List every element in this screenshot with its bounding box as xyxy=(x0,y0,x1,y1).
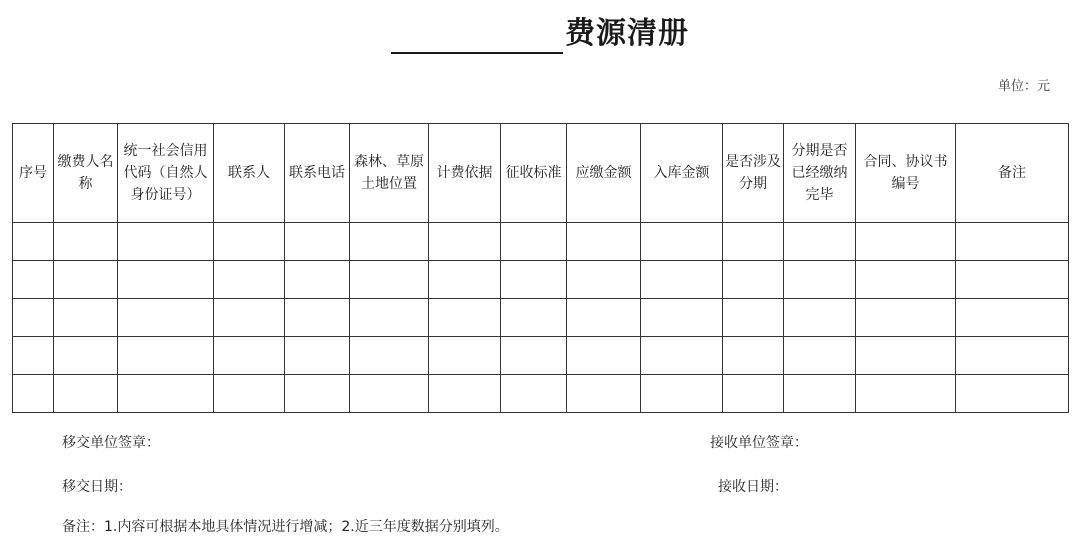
table-cell[interactable] xyxy=(956,223,1069,261)
table-cell[interactable] xyxy=(429,299,501,337)
col-header-amount-stored: 入库金额 xyxy=(641,124,723,223)
col-header-seq: 序号 xyxy=(13,124,54,223)
table-cell[interactable] xyxy=(285,337,350,375)
receive-date-label: 接收日期： xyxy=(718,479,788,495)
table-cell[interactable] xyxy=(214,375,285,413)
table-cell[interactable] xyxy=(350,223,429,261)
table-cell[interactable] xyxy=(641,375,723,413)
table-cell[interactable] xyxy=(723,261,784,299)
table-cell[interactable] xyxy=(429,223,501,261)
col-header-credit-code: 统一社会信用代码（自然人身份证号） xyxy=(118,124,214,223)
table-cell[interactable] xyxy=(13,223,54,261)
table-cell[interactable] xyxy=(501,261,567,299)
table-cell[interactable] xyxy=(856,337,956,375)
table-cell[interactable] xyxy=(429,261,501,299)
table-cell[interactable] xyxy=(956,337,1069,375)
table-cell[interactable] xyxy=(13,375,54,413)
table-cell[interactable] xyxy=(54,223,118,261)
transfer-unit-sign-label: 移交单位签章： xyxy=(62,435,160,451)
col-header-contact: 联系人 xyxy=(214,124,285,223)
table-cell[interactable] xyxy=(118,375,214,413)
table-cell[interactable] xyxy=(641,337,723,375)
table-cell[interactable] xyxy=(350,375,429,413)
table-cell[interactable] xyxy=(723,299,784,337)
table-cell[interactable] xyxy=(723,337,784,375)
table-cell[interactable] xyxy=(54,261,118,299)
col-header-levy-standard: 征收标准 xyxy=(501,124,567,223)
table-cell[interactable] xyxy=(723,375,784,413)
table-cell[interactable] xyxy=(350,299,429,337)
table-cell[interactable] xyxy=(567,337,641,375)
table-cell[interactable] xyxy=(856,299,956,337)
table-cell[interactable] xyxy=(956,299,1069,337)
transfer-date-label: 移交日期： xyxy=(62,479,132,495)
table-cell[interactable] xyxy=(429,337,501,375)
table-cell[interactable] xyxy=(723,223,784,261)
table-cell[interactable] xyxy=(641,261,723,299)
table-cell[interactable] xyxy=(501,337,567,375)
table-cell[interactable] xyxy=(641,223,723,261)
table-header-row xyxy=(13,124,1069,223)
table-cell[interactable] xyxy=(784,261,856,299)
table-cell[interactable] xyxy=(501,375,567,413)
table-cell[interactable] xyxy=(118,337,214,375)
table-row xyxy=(13,375,1069,413)
receive-unit-sign-label: 接收单位签章： xyxy=(710,435,808,451)
table-cell[interactable] xyxy=(501,223,567,261)
page-title xyxy=(0,14,1080,54)
table-cell[interactable] xyxy=(350,261,429,299)
table-cell[interactable] xyxy=(214,337,285,375)
table-cell[interactable] xyxy=(784,299,856,337)
footnote: 备注：1.内容可根据本地具体情况进行增减；2.近三年度数据分别填列。 xyxy=(62,519,509,535)
col-header-remarks: 备注 xyxy=(956,124,1069,223)
table-cell[interactable] xyxy=(956,261,1069,299)
col-header-installment: 是否涉及分期 xyxy=(723,124,784,223)
table-cell[interactable] xyxy=(214,223,285,261)
title-text: 费源清册 xyxy=(565,16,689,51)
table-cell[interactable] xyxy=(54,337,118,375)
table-cell[interactable] xyxy=(501,299,567,337)
table-cell[interactable] xyxy=(285,299,350,337)
unit-label: 单位：元 xyxy=(997,79,1050,94)
fee-source-table xyxy=(12,123,1069,413)
table-cell[interactable] xyxy=(567,299,641,337)
table-cell[interactable] xyxy=(641,299,723,337)
table-row xyxy=(13,223,1069,261)
table-cell[interactable] xyxy=(54,375,118,413)
col-header-installment-paid: 分期是否已经缴纳完毕 xyxy=(784,124,856,223)
table-cell[interactable] xyxy=(54,299,118,337)
table-cell[interactable] xyxy=(429,375,501,413)
col-header-amount-due: 应缴金额 xyxy=(567,124,641,223)
col-header-billing-basis: 计费依据 xyxy=(429,124,501,223)
table-row xyxy=(13,337,1069,375)
table-cell[interactable] xyxy=(13,299,54,337)
table-cell[interactable] xyxy=(13,337,54,375)
table-cell[interactable] xyxy=(784,337,856,375)
table-cell[interactable] xyxy=(856,375,956,413)
table-cell[interactable] xyxy=(285,261,350,299)
table-cell[interactable] xyxy=(956,375,1069,413)
table-cell[interactable] xyxy=(118,299,214,337)
table-cell[interactable] xyxy=(784,223,856,261)
table-cell[interactable] xyxy=(567,261,641,299)
table-cell[interactable] xyxy=(784,375,856,413)
table-row xyxy=(13,299,1069,337)
table-cell[interactable] xyxy=(350,337,429,375)
col-header-payer-name: 缴费人名称 xyxy=(54,124,118,223)
table-cell[interactable] xyxy=(285,223,350,261)
title-blank-line[interactable] xyxy=(391,20,563,54)
col-header-phone: 联系电话 xyxy=(285,124,350,223)
table-cell[interactable] xyxy=(856,223,956,261)
table-cell[interactable] xyxy=(214,299,285,337)
table-row xyxy=(13,261,1069,299)
table-cell[interactable] xyxy=(856,261,956,299)
col-header-land-location: 森林、草原土地位置 xyxy=(350,124,429,223)
col-header-contract-no: 合同、协议书编号 xyxy=(856,124,956,223)
table-cell[interactable] xyxy=(118,223,214,261)
table-cell[interactable] xyxy=(567,375,641,413)
table-cell[interactable] xyxy=(285,375,350,413)
table-cell[interactable] xyxy=(118,261,214,299)
table-cell[interactable] xyxy=(567,223,641,261)
table-cell[interactable] xyxy=(214,261,285,299)
table-cell[interactable] xyxy=(13,261,54,299)
